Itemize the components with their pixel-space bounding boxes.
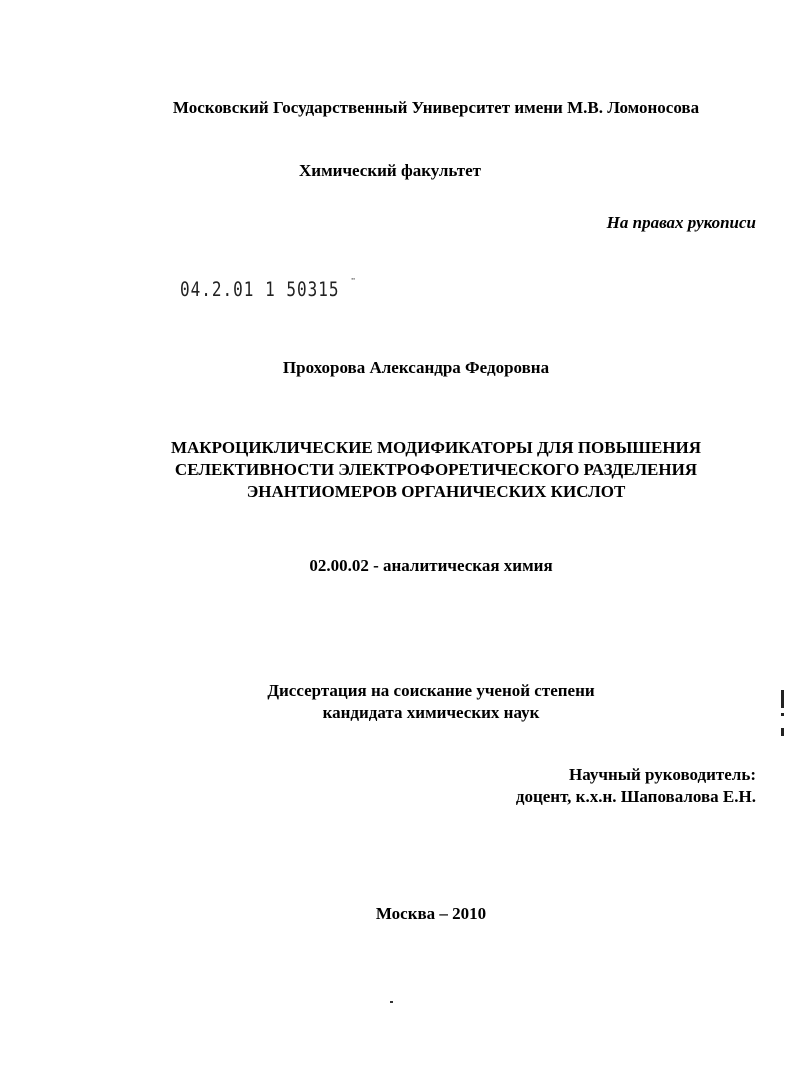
title-line-2: СЕЛЕКТИВНОСТИ ЭЛЕКТРОФОРЕТИЧЕСКОГО РАЗДЕЛЕНИЯ [174, 460, 698, 479]
dissertation-title [40, 437, 792, 503]
city-year: Москва – 2010 [375, 904, 487, 923]
scan-edge-mark-1 [781, 690, 784, 708]
library-stamp-number [180, 278, 357, 301]
stamp-mark: ¨ [350, 278, 358, 292]
title-line-3: ЭНАНТИОМЕРОВ ОРГАНИЧЕСКИХ КИСЛОТ [246, 482, 626, 501]
degree-line-1: Диссертация на соискание ученой степени [267, 681, 595, 700]
supervisor-block [516, 764, 756, 808]
manuscript-note: На правах рукописи [606, 213, 756, 232]
university-name: Московский Государственный Университет имени М.В. Ломоносова [172, 98, 700, 117]
degree-line-2: кандидата химических наук [322, 703, 540, 722]
scan-speck [390, 1001, 393, 1003]
stamp-number-text: 04.2.01 1 50315 [180, 278, 340, 301]
supervisor-name: доцент, к.х.н. Шаповалова Е.Н. [515, 787, 756, 806]
supervisor-label: Научный руководитель: [569, 765, 756, 784]
faculty-name: Химический факультет [299, 161, 481, 180]
degree-statement [40, 680, 792, 724]
specialty-code: 02.00.02 - аналитическая химия [309, 556, 553, 575]
scan-edge-mark-3 [781, 728, 784, 736]
author-name: Прохорова Александра Федоровна [282, 358, 550, 377]
scan-edge-mark-2 [781, 713, 784, 716]
title-line-1: МАКРОЦИКЛИЧЕСКИЕ МОДИФИКАТОРЫ ДЛЯ ПОВЫШЕНИЯ [170, 438, 702, 457]
